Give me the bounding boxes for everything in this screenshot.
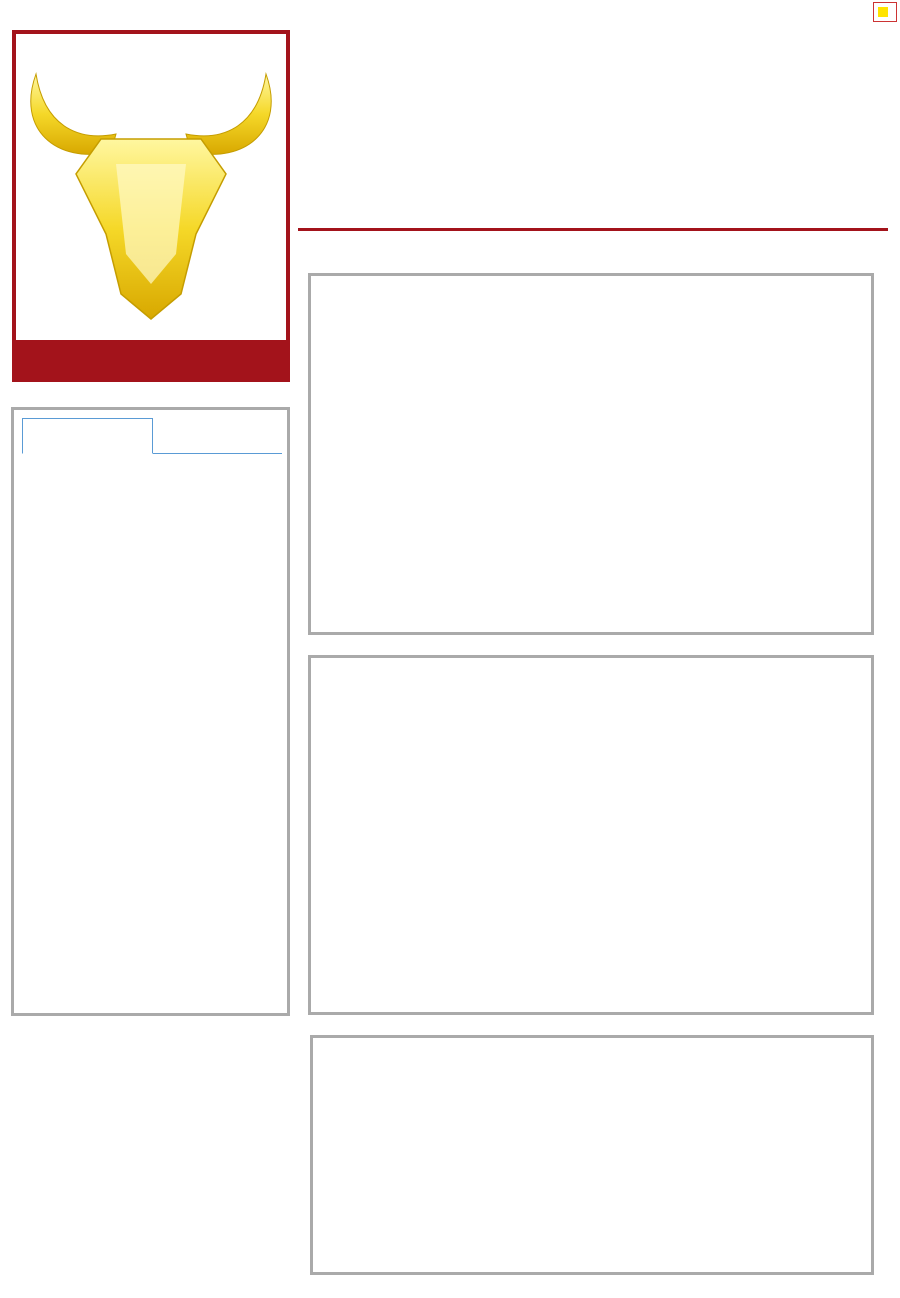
qr-mobile — [30, 1086, 126, 1182]
prize-table-panel — [308, 273, 874, 635]
badge-square-icon — [878, 7, 888, 17]
qr-code-icon — [172, 1086, 268, 1182]
tab-local[interactable] — [153, 418, 282, 453]
qr-wechat — [172, 1086, 268, 1182]
logo-url[interactable] — [16, 340, 286, 378]
sidebar-tabs — [22, 418, 282, 454]
site-badge[interactable] — [873, 2, 897, 22]
lottery-sidebar — [11, 407, 290, 1016]
tab-national[interactable] — [22, 418, 153, 454]
prize-summary — [311, 242, 317, 266]
qr-code-icon — [30, 1086, 126, 1182]
p3-links — [253, 518, 273, 530]
header-divider — [298, 228, 888, 231]
logo — [12, 30, 290, 382]
bull-head-icon — [16, 34, 286, 340]
near30-links — [253, 492, 273, 504]
draw-result-line — [321, 290, 345, 305]
omission-panel — [308, 655, 874, 1015]
history-panel — [310, 1035, 874, 1275]
